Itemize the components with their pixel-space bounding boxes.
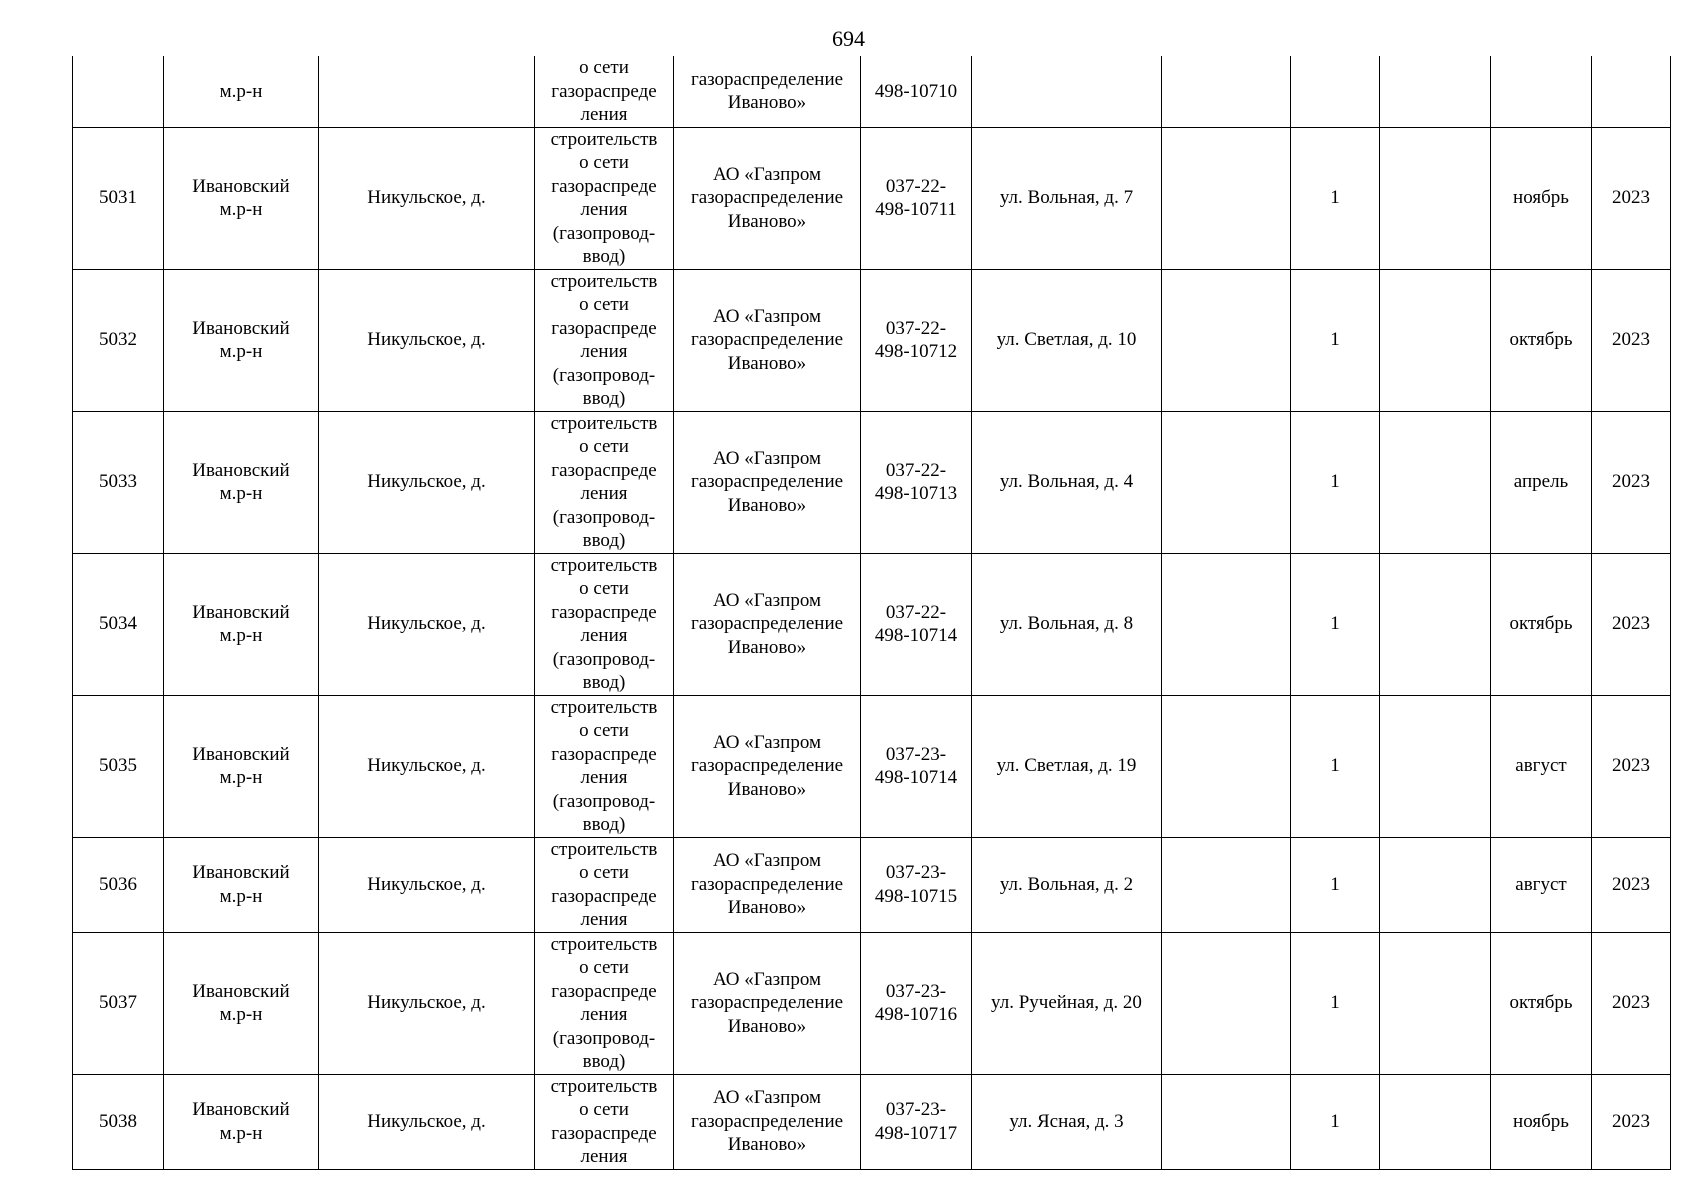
tech-number-cell: 037-23- 498-10715 — [861, 837, 972, 932]
month-cell: октябрь — [1491, 932, 1592, 1074]
organization-cell: газораспределение Иваново» — [674, 56, 861, 127]
purpose-cell: строительств о сети газораспреде ления (газопровод- ввод) — [535, 411, 674, 553]
district-cell: Ивановский м.р-н — [164, 932, 319, 1074]
row-number-cell — [73, 56, 164, 127]
address-cell: ул. Ручейная, д. 20 — [972, 932, 1162, 1074]
purpose-cell: строительств о сети газораспреде ления (газопровод- ввод) — [535, 127, 674, 269]
tech-number-cell: 037-22- 498-10714 — [861, 553, 972, 695]
empty-cell — [1162, 127, 1291, 269]
table-row — [73, 269, 1671, 411]
row-number-cell: 5036 — [73, 837, 164, 932]
empty-cell — [1380, 932, 1491, 1074]
register-table — [72, 56, 1671, 1170]
tech-number-cell: 498-10710 — [861, 56, 972, 127]
count-cell: 1 — [1291, 411, 1380, 553]
organization-cell: АО «Газпром газораспределение Иваново» — [674, 932, 861, 1074]
table-row — [73, 837, 1671, 932]
page-number: 694 — [832, 26, 865, 51]
row-number-cell: 5031 — [73, 127, 164, 269]
year-cell: 2023 — [1592, 695, 1671, 837]
district-cell: м.р-н — [164, 56, 319, 127]
tech-number-cell: 037-22- 498-10713 — [861, 411, 972, 553]
table-row — [73, 127, 1671, 269]
empty-cell — [1162, 56, 1291, 127]
purpose-cell: строительств о сети газораспреде ления (газопровод- ввод) — [535, 932, 674, 1074]
month-cell: август — [1491, 695, 1592, 837]
settlement-cell: Никульское, д. — [319, 932, 535, 1074]
row-number-cell: 5032 — [73, 269, 164, 411]
empty-cell — [1380, 837, 1491, 932]
organization-cell: АО «Газпром газораспределение Иваново» — [674, 695, 861, 837]
address-cell: ул. Вольная, д. 4 — [972, 411, 1162, 553]
empty-cell — [1162, 553, 1291, 695]
purpose-cell: строительств о сети газораспреде ления (газопровод- ввод) — [535, 553, 674, 695]
settlement-cell: Никульское, д. — [319, 553, 535, 695]
empty-cell — [1380, 411, 1491, 553]
address-cell — [972, 56, 1162, 127]
tech-number-cell: 037-22- 498-10711 — [861, 127, 972, 269]
empty-cell — [1162, 411, 1291, 553]
empty-cell — [1380, 269, 1491, 411]
settlement-cell: Никульское, д. — [319, 269, 535, 411]
district-cell: Ивановский м.р-н — [164, 1074, 319, 1169]
purpose-cell: строительств о сети газораспреде ления — [535, 837, 674, 932]
district-cell: Ивановский м.р-н — [164, 837, 319, 932]
month-cell: ноябрь — [1491, 127, 1592, 269]
tech-number-cell: 037-22- 498-10712 — [861, 269, 972, 411]
empty-cell — [1380, 127, 1491, 269]
empty-cell — [1162, 695, 1291, 837]
settlement-cell — [319, 56, 535, 127]
table-row — [73, 1074, 1671, 1169]
row-number-cell: 5034 — [73, 553, 164, 695]
table-row — [73, 411, 1671, 553]
purpose-cell: о сети газораспреде ления — [535, 56, 674, 127]
count-cell: 1 — [1291, 127, 1380, 269]
address-cell: ул. Вольная, д. 7 — [972, 127, 1162, 269]
empty-cell — [1380, 1074, 1491, 1169]
year-cell: 2023 — [1592, 1074, 1671, 1169]
month-cell: ноябрь — [1491, 1074, 1592, 1169]
month-cell: август — [1491, 837, 1592, 932]
address-cell: ул. Вольная, д. 2 — [972, 837, 1162, 932]
table-row — [73, 932, 1671, 1074]
tech-number-cell: 037-23- 498-10716 — [861, 932, 972, 1074]
year-cell: 2023 — [1592, 837, 1671, 932]
settlement-cell: Никульское, д. — [319, 411, 535, 553]
organization-cell: АО «Газпром газораспределение Иваново» — [674, 1074, 861, 1169]
table-row — [73, 553, 1671, 695]
organization-cell: АО «Газпром газораспределение Иваново» — [674, 269, 861, 411]
count-cell: 1 — [1291, 932, 1380, 1074]
purpose-cell: строительств о сети газораспреде ления (газопровод- ввод) — [535, 269, 674, 411]
organization-cell: АО «Газпром газораспределение Иваново» — [674, 553, 861, 695]
row-number-cell: 5038 — [73, 1074, 164, 1169]
organization-cell: АО «Газпром газораспределение Иваново» — [674, 127, 861, 269]
table-row — [73, 695, 1671, 837]
empty-cell — [1380, 695, 1491, 837]
tech-number-cell: 037-23- 498-10714 — [861, 695, 972, 837]
register-body — [73, 56, 1671, 1169]
settlement-cell: Никульское, д. — [319, 695, 535, 837]
count-cell: 1 — [1291, 695, 1380, 837]
month-cell: октябрь — [1491, 553, 1592, 695]
district-cell: Ивановский м.р-н — [164, 553, 319, 695]
address-cell: ул. Светлая, д. 19 — [972, 695, 1162, 837]
row-number-cell: 5035 — [73, 695, 164, 837]
month-cell — [1491, 56, 1592, 127]
year-cell: 2023 — [1592, 553, 1671, 695]
purpose-cell: строительств о сети газораспреде ления (газопровод- ввод) — [535, 695, 674, 837]
tech-number-cell: 037-23- 498-10717 — [861, 1074, 972, 1169]
organization-cell: АО «Газпром газораспределение Иваново» — [674, 411, 861, 553]
district-cell: Ивановский м.р-н — [164, 269, 319, 411]
empty-cell — [1162, 932, 1291, 1074]
count-cell: 1 — [1291, 553, 1380, 695]
address-cell: ул. Вольная, д. 8 — [972, 553, 1162, 695]
count-cell — [1291, 56, 1380, 127]
settlement-cell: Никульское, д. — [319, 1074, 535, 1169]
address-cell: ул. Светлая, д. 10 — [972, 269, 1162, 411]
address-cell: ул. Ясная, д. 3 — [972, 1074, 1162, 1169]
district-cell: Ивановский м.р-н — [164, 695, 319, 837]
district-cell: Ивановский м.р-н — [164, 127, 319, 269]
count-cell: 1 — [1291, 837, 1380, 932]
count-cell: 1 — [1291, 269, 1380, 411]
empty-cell — [1162, 1074, 1291, 1169]
year-cell: 2023 — [1592, 932, 1671, 1074]
settlement-cell: Никульское, д. — [319, 127, 535, 269]
count-cell: 1 — [1291, 1074, 1380, 1169]
empty-cell — [1162, 837, 1291, 932]
settlement-cell: Никульское, д. — [319, 837, 535, 932]
empty-cell — [1380, 553, 1491, 695]
month-cell: октябрь — [1491, 269, 1592, 411]
month-cell: апрель — [1491, 411, 1592, 553]
empty-cell — [1162, 269, 1291, 411]
row-number-cell: 5033 — [73, 411, 164, 553]
year-cell — [1592, 56, 1671, 127]
year-cell: 2023 — [1592, 127, 1671, 269]
empty-cell — [1380, 56, 1491, 127]
purpose-cell: строительств о сети газораспреде ления — [535, 1074, 674, 1169]
table-row-continued — [73, 56, 1671, 127]
row-number-cell: 5037 — [73, 932, 164, 1074]
district-cell: Ивановский м.р-н — [164, 411, 319, 553]
year-cell: 2023 — [1592, 411, 1671, 553]
organization-cell: АО «Газпром газораспределение Иваново» — [674, 837, 861, 932]
year-cell: 2023 — [1592, 269, 1671, 411]
